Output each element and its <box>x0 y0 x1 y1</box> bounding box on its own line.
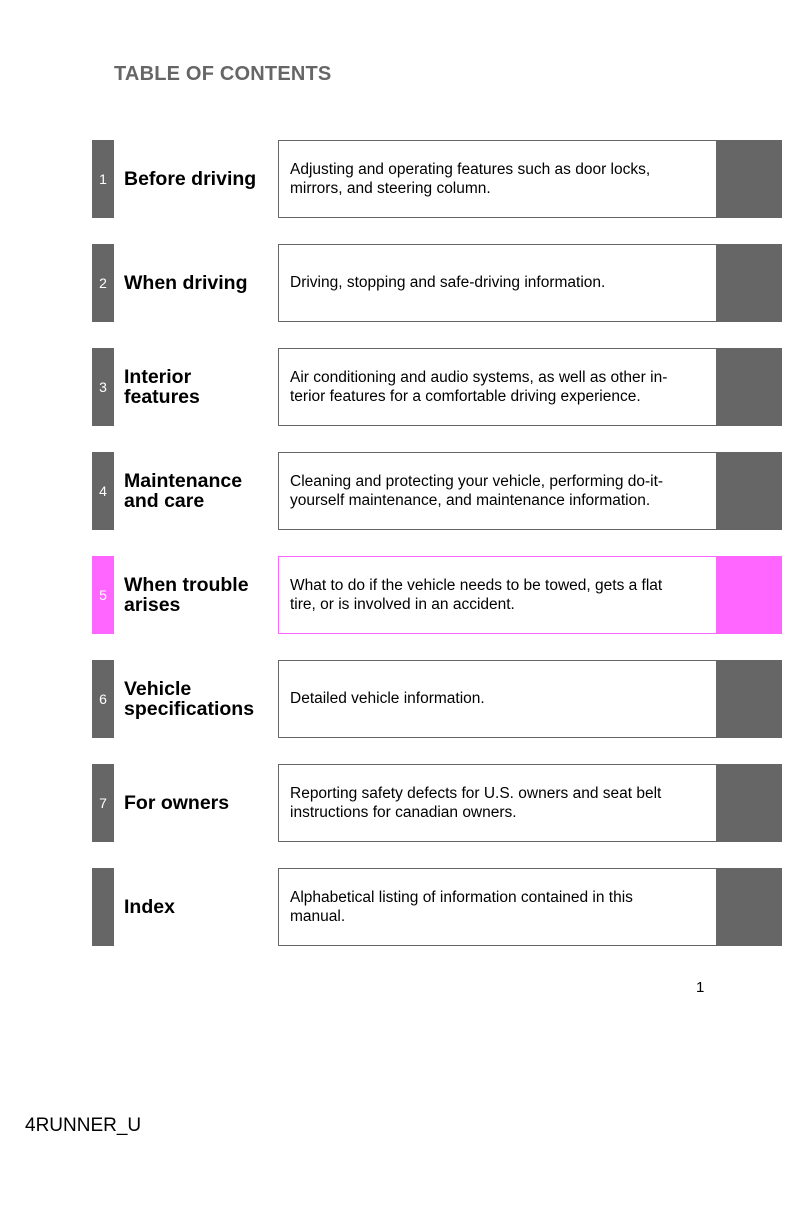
chapter-description: Driving, stopping and safe-driving information. <box>290 274 606 292</box>
chapter-description: Air conditioning and audio systems, as well as other in- terior features for a comfortable driving experience. <box>290 368 668 405</box>
chapter-title[interactable]: Index <box>124 896 175 918</box>
chapter-number-tab: 7 <box>92 764 114 842</box>
chapter-side-tab[interactable] <box>716 868 782 946</box>
toc-row-when-driving[interactable] <box>92 244 782 322</box>
chapter-number-tab: 1 <box>92 140 114 218</box>
document-code: 4RUNNER_U <box>25 1115 142 1136</box>
chapter-description: Detailed vehicle information. <box>290 690 485 708</box>
chapter-title[interactable]: When driving <box>124 272 248 294</box>
chapter-number-tab: 5 <box>92 556 114 634</box>
toc-row-for-owners[interactable] <box>92 764 782 842</box>
chapter-side-tab[interactable] <box>716 556 782 634</box>
chapter-number-tab <box>92 868 114 946</box>
chapter-side-tab[interactable] <box>716 452 782 530</box>
toc-row-index[interactable] <box>92 868 782 946</box>
toc-row-maintenance-and-care[interactable] <box>92 452 782 530</box>
chapter-title[interactable]: Maintenance and care <box>124 470 243 512</box>
chapter-title[interactable]: Vehicle specifications <box>124 678 255 720</box>
chapter-side-tab[interactable] <box>716 348 782 426</box>
chapter-side-tab[interactable] <box>716 764 782 842</box>
chapter-description-box <box>278 348 727 426</box>
toc-row-when-trouble-arises[interactable] <box>92 556 782 634</box>
chapter-side-tab[interactable] <box>716 140 782 218</box>
toc-row-interior-features[interactable] <box>92 348 782 426</box>
toc-row-before-driving[interactable] <box>92 140 782 218</box>
chapter-description: Alphabetical listing of information contained in this manual. <box>290 888 633 925</box>
chapter-description-box <box>278 140 727 218</box>
chapter-description: What to do if the vehicle needs to be towed, gets a flat tire, or is involved in an accident. <box>290 576 663 613</box>
chapter-number-tab: 2 <box>92 244 114 322</box>
chapter-description-box <box>278 660 727 738</box>
chapter-description: Cleaning and protecting your vehicle, performing do-it- yourself maintenance, and maintenance information. <box>290 472 664 509</box>
page-number: 1 <box>696 979 705 996</box>
chapter-side-tab[interactable] <box>716 244 782 322</box>
chapter-description-box <box>278 764 727 842</box>
chapter-title[interactable]: Before driving <box>124 168 257 190</box>
chapter-description-box <box>278 556 727 634</box>
chapter-side-tab[interactable] <box>716 660 782 738</box>
chapter-description-box <box>278 244 727 322</box>
chapter-description-box <box>278 452 727 530</box>
chapter-number-tab: 6 <box>92 660 114 738</box>
chapter-description: Reporting safety defects for U.S. owners and seat belt instructions for canadian owners. <box>290 784 662 821</box>
chapter-title[interactable]: When trouble arises <box>124 574 249 616</box>
toc-row-vehicle-specifications[interactable] <box>92 660 782 738</box>
chapter-description-box <box>278 868 727 946</box>
chapter-description: Adjusting and operating features such as door locks, mirrors, and steering column. <box>290 160 651 197</box>
chapter-number-tab: 3 <box>92 348 114 426</box>
chapter-title[interactable]: For owners <box>124 792 230 814</box>
chapter-title[interactable]: Interior features <box>124 366 200 408</box>
page-title: TABLE OF CONTENTS <box>114 63 332 85</box>
chapter-number-tab: 4 <box>92 452 114 530</box>
toc-list <box>92 140 782 972</box>
